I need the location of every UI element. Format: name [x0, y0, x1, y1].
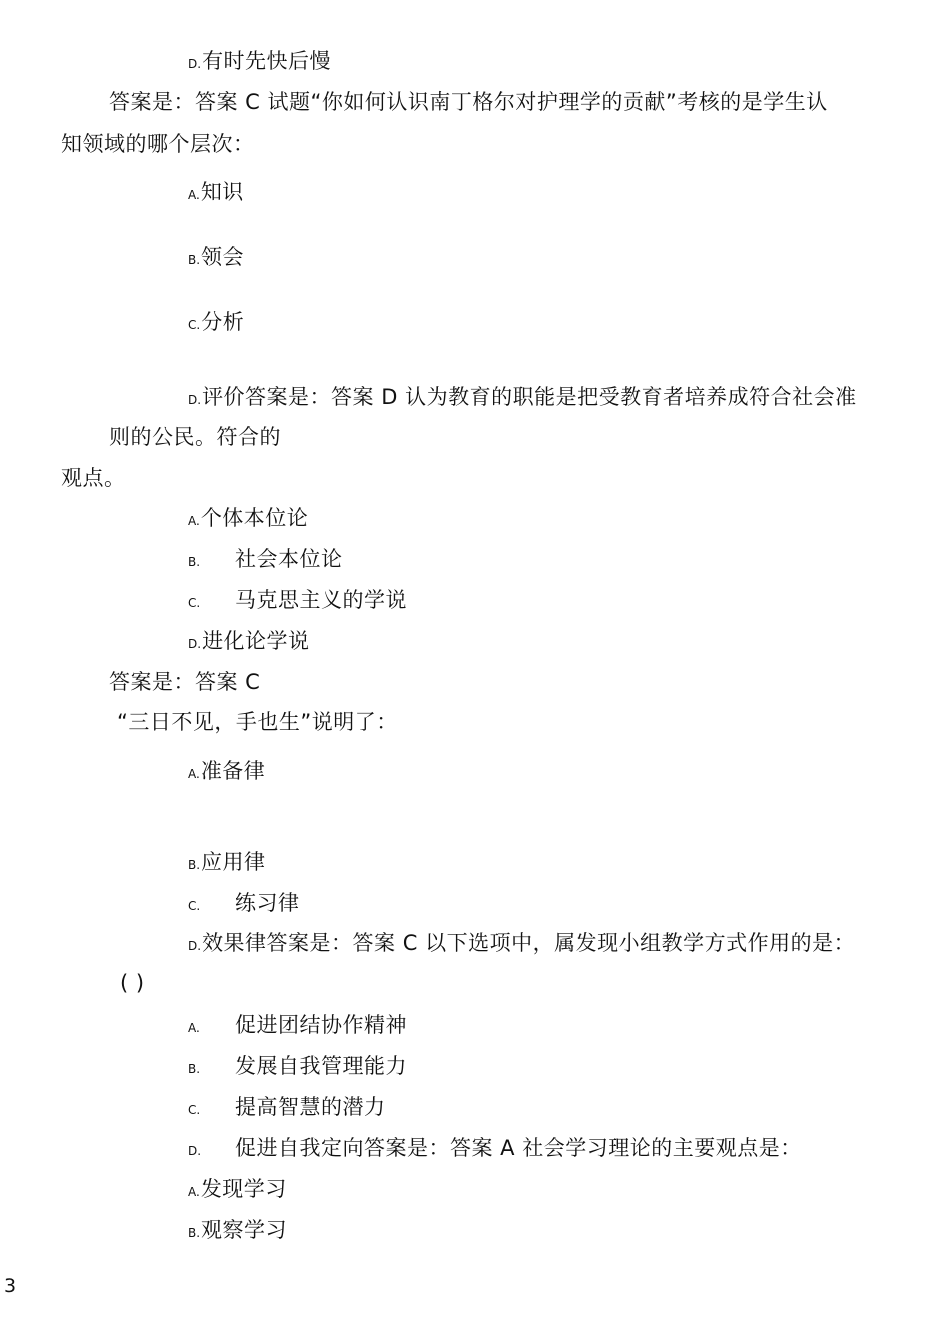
question-continuation-line	[61, 464, 126, 492]
option-text: 评价答案是：答案 D 认为教育的职能是把受教育者培养成符合社会准	[202, 385, 857, 409]
option-letter: D.	[188, 57, 202, 71]
option-letter: C.	[188, 318, 201, 332]
option-line	[188, 383, 857, 414]
option-text: 效果律答案是：答案 C 以下选项中，属发现小组教学方式作用的是：	[202, 931, 856, 955]
option-letter: A.	[188, 767, 200, 781]
option-letter: B.	[188, 1226, 201, 1240]
option-letter: B.	[188, 253, 201, 267]
option-letter: C.	[188, 1103, 201, 1117]
option-line	[188, 757, 265, 788]
option-line	[188, 308, 244, 339]
option-text: 进化论学说	[202, 629, 310, 653]
option-line	[188, 1216, 287, 1247]
answer-line	[109, 668, 260, 696]
option-text: 练习律	[235, 891, 300, 915]
option-letter: B.	[188, 1062, 201, 1076]
option-line	[188, 178, 244, 209]
option-letter: C.	[188, 899, 201, 913]
option-text: 促进自我定向答案是：答案 A 社会学习理论的主要观点是：	[235, 1136, 802, 1160]
option-letter: B.	[188, 858, 201, 872]
option-letter: A.	[188, 188, 200, 202]
answer-parentheses	[120, 969, 145, 997]
option-letter: A.	[188, 1021, 200, 1035]
option-line	[188, 1134, 802, 1165]
option-text: 马克思主义的学说	[235, 588, 407, 612]
option-letter: C.	[188, 596, 201, 610]
option-text: 有时先快后慢	[202, 49, 332, 73]
option-line	[188, 848, 266, 879]
option-text: 社会本位论	[235, 547, 343, 571]
option-letter: D.	[188, 637, 202, 651]
option-line	[188, 627, 310, 658]
option-line	[188, 889, 300, 920]
option-line	[188, 47, 331, 78]
option-text: 个体本位论	[200, 506, 309, 530]
option-text: 提高智慧的潜力	[235, 1095, 386, 1119]
option-letter: D.	[188, 1144, 202, 1158]
option-line	[188, 1093, 386, 1124]
option-text: 分析	[201, 310, 245, 334]
option-line	[188, 586, 407, 617]
paragraph-text: ( )	[120, 971, 145, 995]
option-text: 领会	[201, 245, 245, 269]
paragraph-text: 答案是：答案 C	[109, 670, 261, 694]
option-line	[188, 504, 308, 535]
option-letter: A.	[188, 1185, 200, 1199]
option-letter: D.	[188, 393, 202, 407]
option-text: 观察学习	[201, 1218, 288, 1242]
option-text: 发展自我管理能力	[235, 1054, 407, 1078]
option-text: 准备律	[200, 759, 266, 783]
option-line	[188, 243, 244, 274]
option-text: 发现学习	[200, 1177, 287, 1201]
option-line	[188, 1175, 287, 1206]
option-text: 应用律	[201, 850, 266, 874]
question-continuation-line	[109, 423, 281, 451]
option-letter: A.	[188, 514, 200, 528]
paragraph-text: 答案是：答案 C 试题“你如何认识南丁格尔对护理学的贡献”考核的是学生认	[109, 90, 828, 114]
paragraph-text: 知领域的哪个层次：	[61, 132, 255, 156]
option-text: 促进团结协作精神	[235, 1013, 407, 1037]
answer-question-line	[109, 88, 828, 116]
paragraph-text: 则的公民。符合的	[109, 425, 281, 449]
option-line	[188, 1052, 407, 1083]
question-continuation-line	[61, 130, 255, 158]
page-number: 3	[4, 1275, 17, 1297]
option-line	[188, 929, 855, 960]
option-letter: B.	[188, 555, 201, 569]
option-letter: D.	[188, 939, 202, 953]
option-text: 知识	[200, 180, 244, 204]
option-line	[188, 1011, 407, 1042]
paragraph-text: “三日不见，手也生”说明了：	[117, 710, 398, 734]
paragraph-text: 观点。	[61, 466, 126, 490]
question-line	[117, 708, 398, 736]
option-line	[188, 545, 343, 576]
